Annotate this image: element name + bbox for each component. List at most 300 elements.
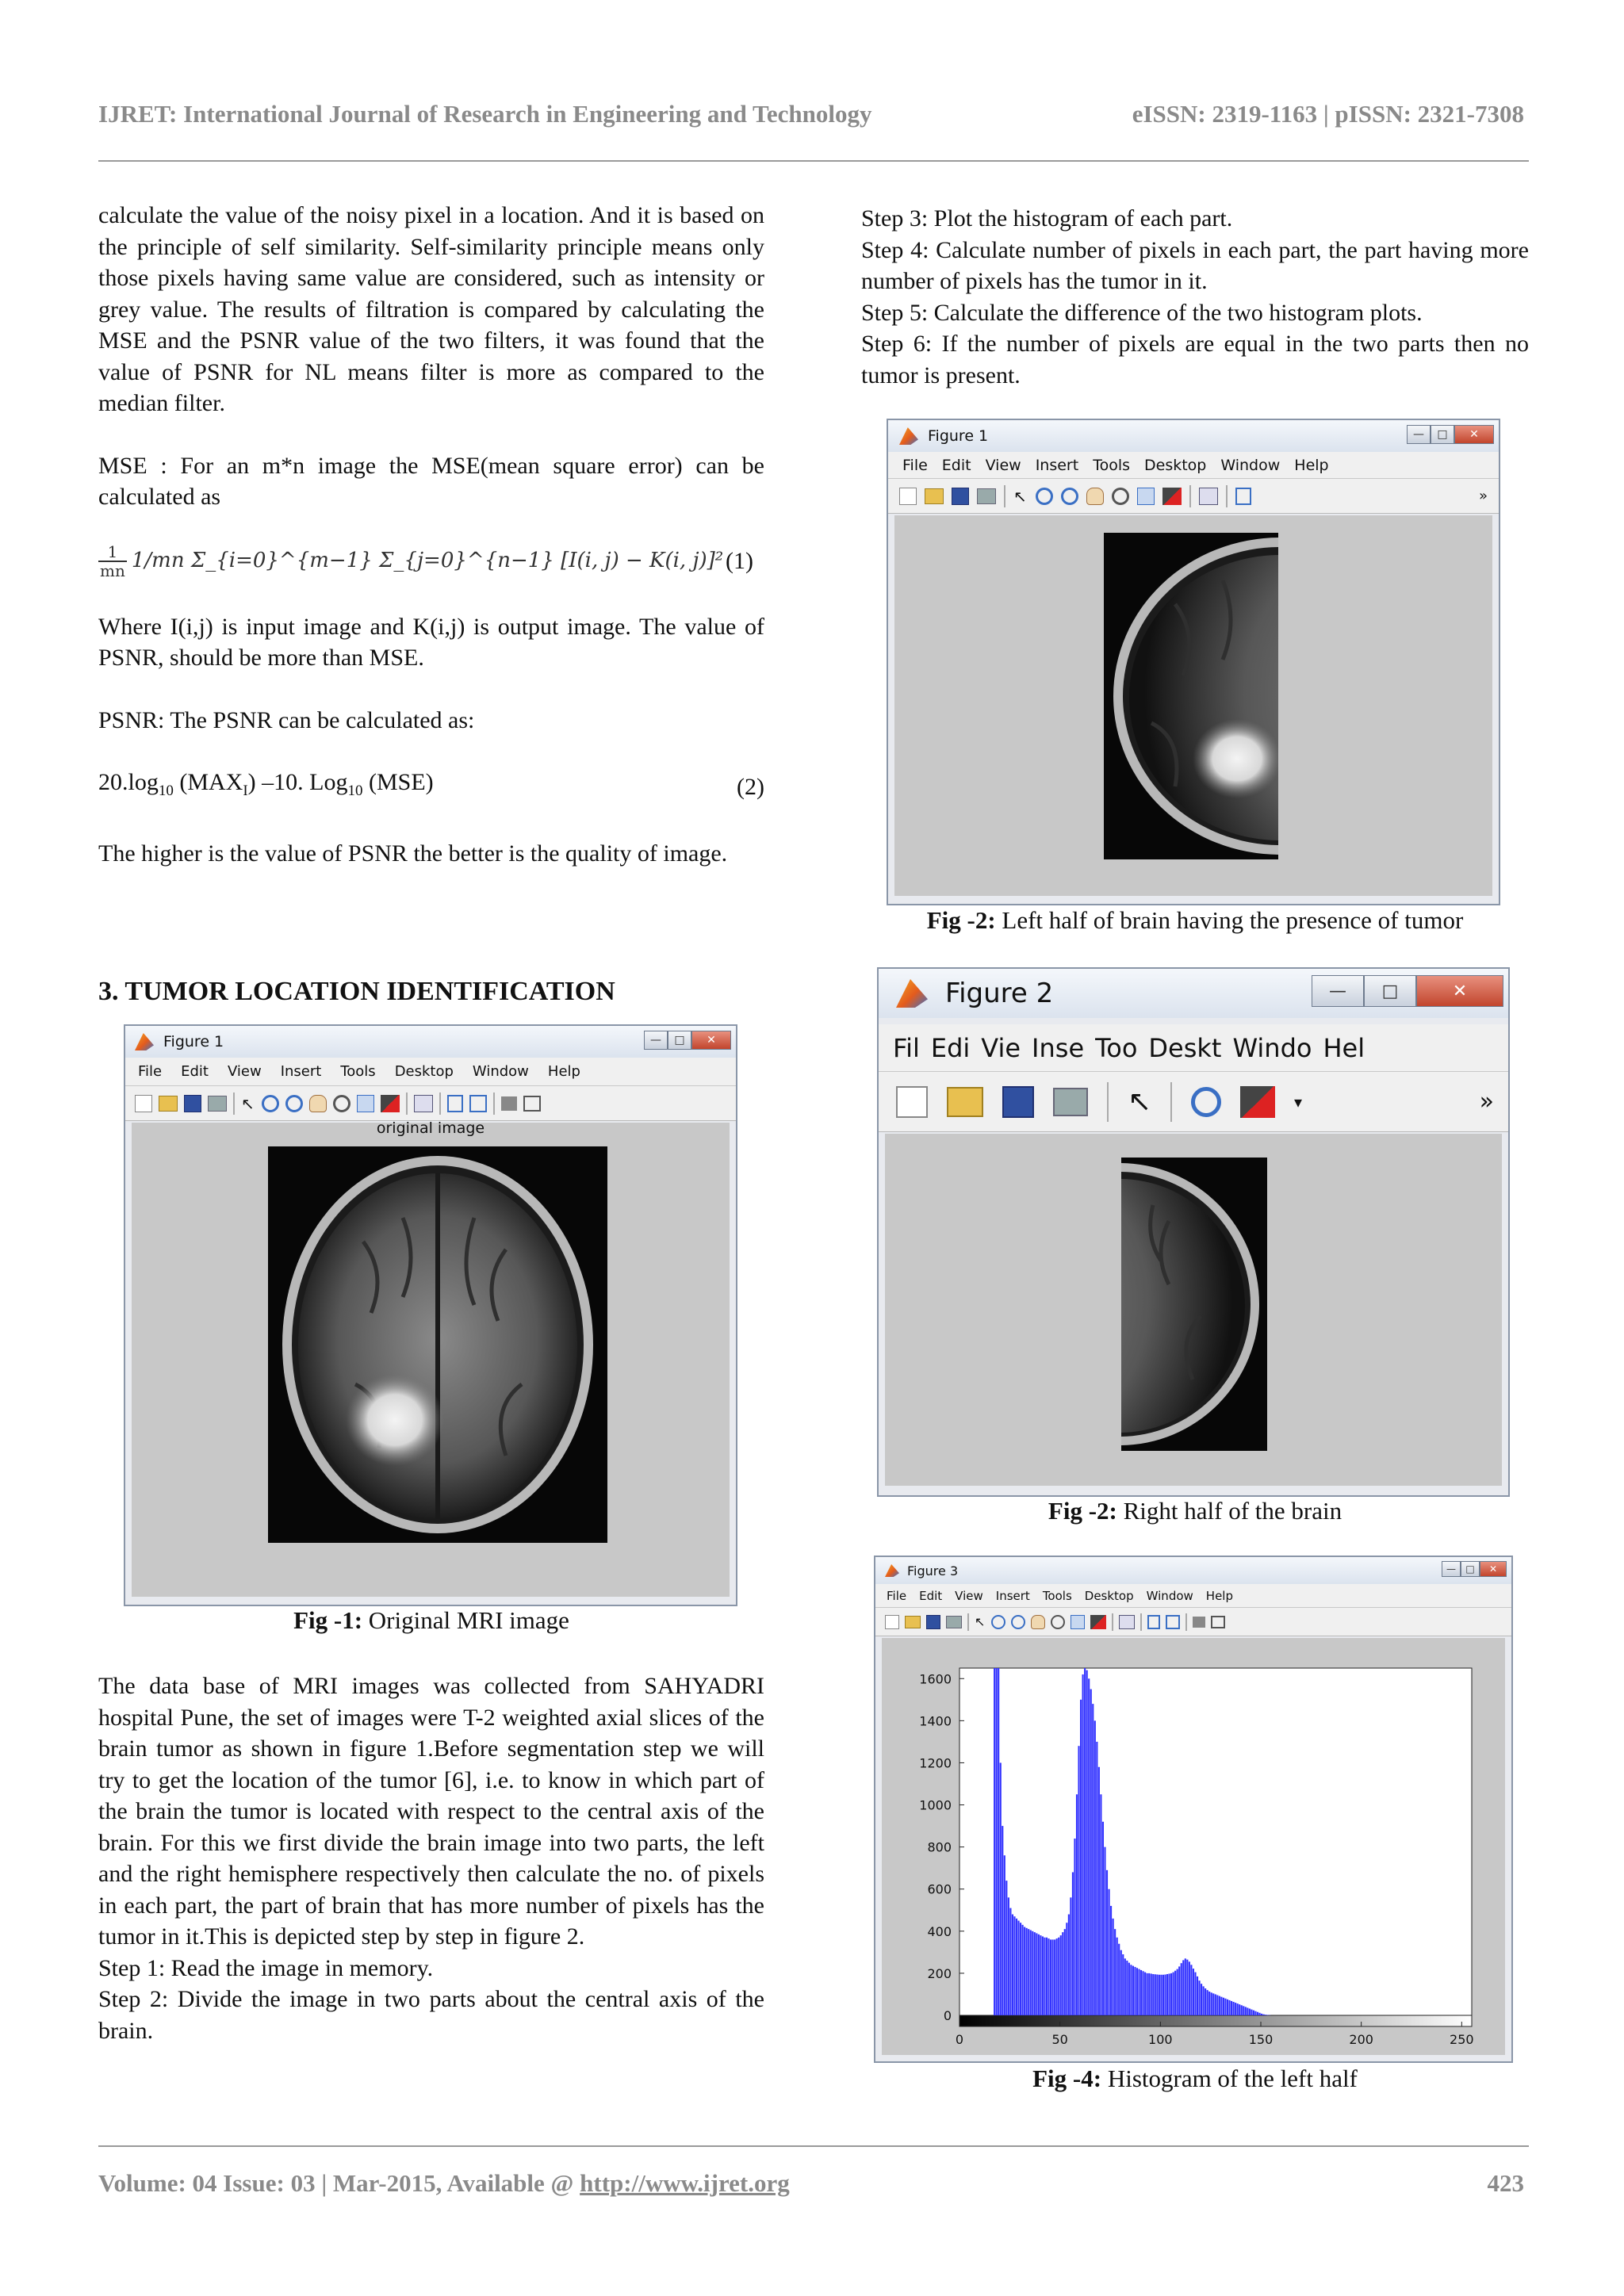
menu-file[interactable]: File bbox=[902, 456, 928, 474]
menu-tools[interactable]: Tools bbox=[1042, 1588, 1072, 1603]
colorbar-icon[interactable] bbox=[447, 1095, 463, 1112]
histogram-bar bbox=[1092, 1704, 1094, 2015]
mri-image-full bbox=[268, 1146, 607, 1543]
histogram-bar bbox=[1100, 1794, 1101, 2015]
histogram-bar bbox=[1241, 2005, 1243, 2015]
x-tick-label: 250 bbox=[1450, 2032, 1474, 2047]
menu-window[interactable]: Window bbox=[1220, 456, 1281, 474]
figure1-title: Figure 1 bbox=[163, 1033, 224, 1050]
menu-view[interactable]: View bbox=[227, 1063, 262, 1080]
pan-icon[interactable] bbox=[1031, 1615, 1045, 1629]
menu-help[interactable]: Help bbox=[1205, 1588, 1233, 1603]
histogram-bar bbox=[1243, 2006, 1244, 2015]
print-icon[interactable] bbox=[208, 1096, 227, 1112]
hide-tools-icon[interactable] bbox=[1193, 1617, 1205, 1628]
save-icon[interactable] bbox=[952, 488, 969, 505]
histogram-bar bbox=[1178, 1966, 1180, 2015]
menu-help[interactable]: Hel bbox=[1323, 1032, 1365, 1063]
fig1-caption: Fig -1: Original MRI image bbox=[293, 1606, 569, 1634]
link-plot-icon[interactable] bbox=[414, 1095, 433, 1112]
histogram-bar bbox=[1013, 1916, 1015, 2015]
histogram-bar bbox=[1233, 2002, 1235, 2015]
histogram-bar bbox=[1056, 1938, 1058, 2015]
y-tick-label: 200 bbox=[927, 1965, 952, 1981]
histogram-bar bbox=[1064, 1929, 1066, 2015]
step-2: Step 2: Divide the image in two parts about the central axis of the brain. bbox=[98, 1986, 764, 2044]
equation-2-number: (2) bbox=[737, 773, 764, 800]
psnr-formula: $20.\log_{10}$ $(MAX_I)$ –10. Log$_{10}$ (MSE) bbox=[98, 769, 434, 799]
psnr-intro: PSNR: The PSNR can be calculated as: bbox=[98, 706, 475, 733]
histogram-bar bbox=[994, 1668, 995, 2015]
histogram-bar bbox=[1096, 1742, 1097, 2015]
brush-icon[interactable] bbox=[1240, 1086, 1275, 1118]
close-icon[interactable]: ✕ bbox=[691, 1031, 731, 1050]
image-title: original image bbox=[376, 1119, 485, 1137]
save-icon[interactable] bbox=[1002, 1086, 1034, 1118]
grayscale-colorbar bbox=[959, 2015, 1472, 2026]
histogram-bar bbox=[1138, 1969, 1139, 2015]
mse-intro: MSE : For an m*n image the MSE(mean square error) can be calculated as bbox=[98, 452, 764, 510]
issn-header: eISSN: 2319-1163 | pISSN: 2321-7308 bbox=[1132, 100, 1524, 128]
mse-formula: 1 mn 1/mn Σ_{i=0}^{m−1} Σ_{j=0}^{n−1} [I(i, j) − K(i, j)]² bbox=[100, 541, 724, 580]
histogram-bar bbox=[1136, 1968, 1138, 2015]
figure1-canvas bbox=[132, 1119, 730, 1597]
histogram-bar bbox=[1140, 1970, 1142, 2015]
histogram-bar bbox=[1190, 1965, 1192, 2015]
menu-desktop[interactable]: Desktop bbox=[1084, 1588, 1134, 1603]
menu-file[interactable]: Fil bbox=[893, 1032, 920, 1063]
histogram-bar bbox=[1205, 1988, 1206, 2015]
data-cursor-icon[interactable] bbox=[1137, 488, 1155, 505]
figure1-left-toolbar bbox=[888, 479, 1499, 514]
y-tick-label: 400 bbox=[927, 1923, 952, 1939]
zoom-out-icon[interactable] bbox=[285, 1095, 303, 1112]
y-tick-label: 800 bbox=[927, 1839, 952, 1855]
legend-icon[interactable] bbox=[469, 1095, 487, 1112]
histogram-bar bbox=[1219, 1996, 1220, 2015]
histogram-bar bbox=[1080, 1700, 1082, 2015]
close-icon[interactable]: ✕ bbox=[1454, 425, 1494, 444]
histogram-bar bbox=[1174, 1971, 1176, 2015]
histogram-bar bbox=[1215, 1994, 1216, 2015]
x-tick-label: 200 bbox=[1349, 2032, 1373, 2047]
close-icon[interactable]: ✕ bbox=[1480, 1561, 1507, 1577]
histogram-bar bbox=[1253, 2011, 1254, 2015]
histogram-bar bbox=[1216, 1996, 1218, 2015]
histogram-bar bbox=[1022, 1925, 1024, 2015]
brush-icon[interactable] bbox=[381, 1095, 400, 1112]
open-icon[interactable] bbox=[159, 1096, 178, 1112]
histogram-bar bbox=[1113, 1919, 1114, 2015]
hide-tools-icon[interactable] bbox=[501, 1096, 517, 1111]
data-cursor-icon[interactable] bbox=[357, 1095, 374, 1112]
figure2-canvas bbox=[885, 1134, 1502, 1486]
figure2-title: Figure 2 bbox=[945, 978, 1054, 1009]
menu-window[interactable]: Window bbox=[472, 1063, 529, 1080]
filter-paragraph: calculate the value of the noisy pixel in a location. And it is based on the principle of self similarity. Self-similarity principle means only those pixels having same value are considered, such as intensity or grey value. The results of filtration is compared by calculating the MSE and the PSNR value of the two filters, it was found that the value of PSNR for NL means filter is more as compared to the median filter. bbox=[98, 202, 764, 416]
zoom-in-icon[interactable] bbox=[1036, 488, 1053, 505]
where-paragraph: Where I(i,j) is input image and K(i,j) is output image. The value of PSNR, should be more than MSE. bbox=[98, 613, 764, 671]
maximize-icon[interactable]: □ bbox=[668, 1031, 691, 1050]
histogram-bar bbox=[1173, 1973, 1174, 2015]
histogram-bar bbox=[1166, 1974, 1168, 2015]
figure1-left-titlebar bbox=[888, 420, 1499, 452]
fig2a-caption: Fig -2: Left half of brain having the presence of tumor bbox=[926, 906, 1464, 934]
histogram-bar bbox=[1193, 1969, 1194, 2015]
figure3-window bbox=[874, 1556, 1513, 2063]
fig2b-caption: Fig -2: Right half of the brain bbox=[1048, 1497, 1342, 1525]
colorbar-icon[interactable] bbox=[1235, 488, 1251, 505]
figure2-menubar bbox=[879, 1024, 1508, 1072]
rotate-icon[interactable] bbox=[1051, 1615, 1065, 1629]
new-figure-icon[interactable] bbox=[896, 1086, 928, 1118]
histogram-bar bbox=[1201, 1984, 1202, 2015]
pointer-icon[interactable]: ↖ bbox=[1128, 1085, 1152, 1118]
matlab-logo-icon bbox=[899, 427, 918, 445]
histogram-bar bbox=[1227, 1999, 1228, 2015]
header-rule bbox=[98, 160, 1529, 162]
histogram-bar bbox=[1017, 1921, 1019, 2015]
minimize-icon[interactable]: — bbox=[1312, 975, 1364, 1007]
step-5: Step 5: Calculate the difference of the two histogram plots. bbox=[861, 299, 1423, 326]
histogram-bar bbox=[1239, 2004, 1240, 2015]
histogram-bar bbox=[1012, 1915, 1013, 2015]
mri-right-half-drawing bbox=[1121, 1158, 1267, 1451]
figure2-titlebar bbox=[879, 969, 1508, 1018]
histogram-bar bbox=[1032, 1931, 1033, 2015]
menu-window[interactable]: Windo bbox=[1232, 1032, 1312, 1063]
figure2-window bbox=[877, 967, 1510, 1497]
dropdown-arrow-icon[interactable]: ▾ bbox=[1294, 1092, 1303, 1112]
histogram-bar bbox=[1186, 1960, 1188, 2015]
left-column-top bbox=[98, 200, 764, 869]
histogram-bar bbox=[1148, 1973, 1150, 2015]
histogram-bar bbox=[1124, 1958, 1126, 2015]
brush-icon[interactable] bbox=[1162, 488, 1182, 505]
menu-help[interactable]: Help bbox=[547, 1063, 580, 1080]
brush-icon[interactable] bbox=[1090, 1615, 1106, 1629]
rotate-icon[interactable] bbox=[1112, 488, 1129, 505]
zoom-out-icon[interactable] bbox=[1011, 1615, 1025, 1629]
histogram-bar bbox=[1102, 1822, 1104, 2015]
new-figure-icon[interactable] bbox=[899, 488, 917, 505]
print-icon[interactable] bbox=[977, 488, 996, 504]
histogram-chart bbox=[882, 1638, 1507, 2057]
histogram-bar bbox=[1036, 1933, 1037, 2015]
histogram-bar bbox=[1005, 1881, 1007, 2015]
link-plot-icon[interactable] bbox=[1199, 488, 1218, 505]
histogram-bar bbox=[1074, 1839, 1075, 2015]
overflow-chevron-icon[interactable]: » bbox=[1479, 1088, 1494, 1115]
menu-desktop[interactable]: Deskt bbox=[1148, 1032, 1222, 1063]
save-icon[interactable] bbox=[926, 1615, 940, 1629]
histogram-bar bbox=[1261, 2014, 1262, 2015]
menu-insert[interactable]: Insert bbox=[280, 1063, 322, 1080]
zoom-in-icon[interactable] bbox=[1191, 1087, 1221, 1117]
histogram-bar bbox=[1151, 1973, 1152, 2015]
figure1-left-half-window bbox=[887, 419, 1500, 905]
histogram-bar bbox=[1066, 1923, 1067, 2015]
histogram-bar bbox=[1042, 1936, 1044, 2015]
histogram-bar bbox=[1106, 1870, 1108, 2015]
new-figure-icon[interactable] bbox=[885, 1615, 899, 1629]
histogram-bar bbox=[1147, 1973, 1148, 2015]
menu-insert[interactable]: Inse bbox=[1032, 1032, 1085, 1063]
histogram-bar bbox=[1030, 1930, 1032, 2015]
menu-help[interactable]: Help bbox=[1294, 456, 1329, 474]
histogram-bar bbox=[1028, 1929, 1029, 2015]
zoom-in-icon[interactable] bbox=[262, 1095, 279, 1112]
matlab-logo-icon bbox=[885, 1564, 899, 1577]
zoom-in-icon[interactable] bbox=[991, 1615, 1005, 1629]
histogram-bar bbox=[1160, 1975, 1162, 2015]
mri-left-half-drawing bbox=[1104, 533, 1278, 859]
menu-insert[interactable]: Insert bbox=[995, 1588, 1030, 1603]
menu-tools[interactable]: Too bbox=[1095, 1032, 1138, 1063]
menu-window[interactable]: Window bbox=[1146, 1588, 1193, 1603]
step-1: Step 1: Read the image in memory. bbox=[98, 1954, 434, 1981]
left-column-bottom bbox=[98, 1670, 764, 2046]
y-tick-label: 600 bbox=[927, 1881, 952, 1897]
footer-rule bbox=[98, 2145, 1529, 2147]
histogram-bar bbox=[1120, 1950, 1122, 2015]
menu-view[interactable]: View bbox=[955, 1588, 983, 1603]
menu-tools[interactable]: Tools bbox=[340, 1063, 376, 1080]
histogram-bar bbox=[1072, 1872, 1074, 2015]
equation-1 bbox=[98, 540, 764, 583]
histogram-bar bbox=[1020, 1923, 1021, 2015]
legend-icon[interactable] bbox=[1166, 1615, 1180, 1629]
histogram-bar bbox=[1251, 2010, 1252, 2015]
maximize-icon[interactable]: □ bbox=[1431, 425, 1454, 444]
histogram-bar bbox=[1024, 1927, 1025, 2015]
histogram-bar bbox=[1164, 1975, 1166, 2016]
histogram-bar bbox=[1046, 1938, 1048, 2015]
menu-tools[interactable]: Tools bbox=[1093, 456, 1130, 474]
histogram-bar bbox=[1090, 1689, 1092, 2015]
pointer-icon[interactable]: ↖ bbox=[975, 1613, 986, 1629]
print-icon[interactable] bbox=[946, 1616, 962, 1628]
close-icon[interactable]: ✕ bbox=[1416, 975, 1503, 1007]
y-tick-label: 0 bbox=[943, 2008, 952, 2023]
equation-1-number: (1) bbox=[726, 547, 753, 574]
page-number: 423 bbox=[1487, 2169, 1524, 2197]
open-icon[interactable] bbox=[925, 488, 944, 504]
show-tools-icon[interactable] bbox=[523, 1096, 541, 1112]
data-cursor-icon[interactable] bbox=[1071, 1615, 1085, 1629]
pan-icon[interactable] bbox=[309, 1095, 327, 1112]
histogram-bar bbox=[998, 1668, 999, 2015]
histogram-bar bbox=[1223, 1998, 1224, 2015]
menu-edit[interactable]: Edi bbox=[930, 1032, 971, 1063]
figure3-toolbar bbox=[875, 1608, 1511, 1636]
histogram-bar bbox=[1258, 2013, 1260, 2015]
histogram-bar bbox=[1194, 1973, 1196, 2015]
open-icon[interactable] bbox=[947, 1087, 983, 1117]
histogram-bar bbox=[1058, 1938, 1059, 2015]
overflow-chevron-icon[interactable]: » bbox=[1478, 488, 1488, 504]
psnr-quality-paragraph: The higher is the value of PSNR the better is the quality of image. bbox=[98, 840, 728, 867]
maximize-icon[interactable]: □ bbox=[1364, 975, 1416, 1007]
menu-view[interactable]: View bbox=[985, 456, 1021, 474]
histogram-bar bbox=[1211, 1992, 1212, 2015]
histogram-bar bbox=[996, 1668, 998, 2015]
new-figure-icon[interactable] bbox=[135, 1095, 152, 1112]
figure1-toolbar bbox=[125, 1086, 736, 1121]
histogram-bar bbox=[1168, 1973, 1170, 2015]
histogram-bar bbox=[1104, 1847, 1105, 2015]
right-column-steps bbox=[861, 203, 1529, 391]
pointer-icon[interactable]: ↖ bbox=[1013, 486, 1027, 506]
matlab-logo-icon bbox=[135, 1033, 154, 1050]
mri-brain-drawing bbox=[268, 1146, 607, 1543]
menu-edit[interactable]: Edit bbox=[919, 1588, 943, 1603]
open-icon[interactable] bbox=[905, 1616, 921, 1628]
matlab-logo-icon bbox=[896, 979, 928, 1008]
histogram-bar bbox=[1082, 1674, 1084, 2015]
histogram-bar bbox=[1110, 1906, 1112, 2015]
histogram-bar bbox=[1228, 2000, 1230, 2015]
x-tick-label: 50 bbox=[1051, 2032, 1068, 2047]
maximize-icon[interactable]: □ bbox=[1461, 1561, 1480, 1577]
footer-link[interactable]: http://www.ijret.org bbox=[580, 2169, 790, 2197]
histogram-bar bbox=[1257, 2012, 1258, 2015]
histogram-bar bbox=[1220, 1997, 1222, 2015]
histogram-bar bbox=[1076, 1794, 1078, 2015]
menu-view[interactable]: Vie bbox=[981, 1032, 1021, 1063]
y-tick-label: 1600 bbox=[919, 1671, 952, 1687]
histogram-bar bbox=[1002, 1826, 1003, 2015]
histogram-bar bbox=[1070, 1897, 1071, 2015]
histogram-bar bbox=[1009, 1908, 1011, 2015]
histogram-bar bbox=[1181, 1963, 1182, 2015]
histogram-bar bbox=[1159, 1975, 1160, 2015]
histogram-bar bbox=[1231, 2001, 1232, 2015]
menu-edit[interactable]: Edit bbox=[941, 456, 971, 474]
histogram-bar bbox=[1170, 1973, 1172, 2015]
pointer-icon[interactable]: ↖ bbox=[241, 1093, 255, 1113]
histogram-bar bbox=[1062, 1932, 1063, 2015]
histogram-bar bbox=[1128, 1963, 1130, 2015]
histogram-bar bbox=[1235, 2003, 1236, 2015]
mri-left-half bbox=[1104, 533, 1278, 859]
x-tick-label: 150 bbox=[1248, 2032, 1274, 2047]
histogram-bar bbox=[1114, 1929, 1116, 2015]
histogram-bar bbox=[1134, 1967, 1136, 2015]
histogram-bar bbox=[1197, 1976, 1198, 2015]
section-title: 3. TUMOR LOCATION IDENTIFICATION bbox=[98, 977, 615, 1006]
histogram-bar bbox=[1130, 1965, 1132, 2015]
histogram-bar bbox=[1247, 2007, 1248, 2015]
histogram-bar bbox=[1122, 1954, 1124, 2015]
histogram-bar bbox=[1182, 1960, 1184, 2015]
figure1-left-title: Figure 1 bbox=[928, 427, 989, 445]
histogram-bar bbox=[1086, 1670, 1088, 2015]
figure1-menubar bbox=[125, 1058, 736, 1086]
figure1-titlebar bbox=[125, 1026, 736, 1058]
figure1-left-menubar bbox=[888, 452, 1499, 479]
histogram-bar bbox=[1208, 1992, 1210, 2015]
equation-2 bbox=[98, 767, 764, 807]
menu-insert[interactable]: Insert bbox=[1035, 456, 1079, 474]
histogram-bar bbox=[1026, 1928, 1028, 2015]
histogram-bar bbox=[1078, 1746, 1079, 2015]
rotate-icon[interactable] bbox=[333, 1095, 350, 1112]
histogram-bar bbox=[1212, 1993, 1214, 2015]
histogram-bar bbox=[1084, 1668, 1086, 2015]
histogram-bar bbox=[1245, 2007, 1247, 2015]
print-icon[interactable] bbox=[1053, 1088, 1088, 1116]
histogram-bar bbox=[1008, 1897, 1009, 2015]
histogram-bar bbox=[1088, 1678, 1090, 2015]
zoom-out-icon[interactable] bbox=[1061, 488, 1078, 505]
y-tick-label: 1200 bbox=[919, 1755, 952, 1771]
minimize-icon[interactable]: — bbox=[1442, 1561, 1461, 1577]
menu-edit[interactable]: Edit bbox=[181, 1063, 209, 1080]
fig4-caption: Fig -4: Histogram of the left half bbox=[1032, 2064, 1358, 2092]
histogram-bar bbox=[1000, 1762, 1002, 2015]
colorbar-icon[interactable] bbox=[1147, 1615, 1160, 1629]
step-6: Step 6: If the number of pixels are equal in the two parts then no tumor is present. bbox=[861, 331, 1529, 388]
histogram-bar bbox=[1118, 1944, 1120, 2015]
minimize-icon[interactable]: — bbox=[1407, 425, 1431, 444]
y-tick-label: 1400 bbox=[919, 1713, 952, 1729]
histogram-bar bbox=[1052, 1939, 1054, 2015]
link-plot-icon[interactable] bbox=[1119, 1615, 1135, 1629]
histogram-bar bbox=[1094, 1720, 1096, 2015]
minimize-icon[interactable]: — bbox=[644, 1031, 668, 1050]
histogram-bar bbox=[1108, 1889, 1109, 2015]
menu-desktop[interactable]: Desktop bbox=[1144, 456, 1207, 474]
menu-file[interactable]: File bbox=[138, 1063, 163, 1080]
footer-volume: Volume: 04 Issue: 03 | Mar-2015, Available @ http://www.ijret.org bbox=[98, 2169, 790, 2197]
figure2-toolbar bbox=[879, 1072, 1508, 1132]
histogram-bar bbox=[1198, 1980, 1200, 2015]
figure3-menubar bbox=[875, 1584, 1511, 1608]
figure3-canvas bbox=[882, 1638, 1505, 2055]
histogram-bar bbox=[1004, 1855, 1005, 2015]
histogram-bar bbox=[1203, 1986, 1205, 2015]
menu-desktop[interactable]: Desktop bbox=[394, 1063, 454, 1080]
show-tools-icon[interactable] bbox=[1211, 1616, 1225, 1628]
histogram-bar bbox=[1068, 1915, 1070, 2015]
histogram-bar bbox=[1044, 1938, 1045, 2015]
histogram-bar bbox=[1098, 1767, 1100, 2015]
histogram-bar bbox=[1038, 1934, 1040, 2015]
histogram-bar bbox=[1162, 1975, 1164, 2015]
figure3-titlebar bbox=[875, 1557, 1511, 1584]
histogram-bar bbox=[1060, 1935, 1062, 2015]
histogram-bar bbox=[1048, 1938, 1049, 2015]
histogram-bar bbox=[1050, 1939, 1051, 2015]
histogram-bar bbox=[1040, 1935, 1041, 2015]
histogram-bar bbox=[1034, 1932, 1036, 2015]
figure1-left-canvas bbox=[894, 515, 1492, 896]
pan-icon[interactable] bbox=[1086, 488, 1104, 505]
histogram-bar bbox=[1254, 2011, 1256, 2015]
step-4: Step 4: Calculate number of pixels in each part, the part having more number of pixels has the tumor in it. bbox=[861, 236, 1529, 294]
figure3-title: Figure 3 bbox=[907, 1563, 959, 1578]
histogram-bar bbox=[1237, 2003, 1239, 2015]
menu-file[interactable]: File bbox=[887, 1588, 907, 1603]
histogram-bar bbox=[1144, 1973, 1146, 2015]
histogram-bar bbox=[1126, 1961, 1128, 2015]
mri-right-half bbox=[1121, 1158, 1267, 1451]
database-paragraph: The data base of MRI images was collected from SAHYADRI hospital Pune, the set of images were T-2 weighted axial slices of the brain tumor as shown in figure 1.Before segmentation step we will try to get the location of the tumor [6], i.e. to know in which part of the brain the tumor is located with respect to the central axis of the brain. For this we first divide the brain image into two parts, the left and the right hemisphere respectively then calculate the no. of pixels in each part, the part of brain that has more number of pixels has the tumor in it.This is depicted step by step in figure 2. bbox=[98, 1673, 764, 1950]
y-tick-label: 1000 bbox=[919, 1797, 952, 1813]
histogram-bar bbox=[1155, 1974, 1156, 2015]
save-icon[interactable] bbox=[184, 1095, 201, 1112]
